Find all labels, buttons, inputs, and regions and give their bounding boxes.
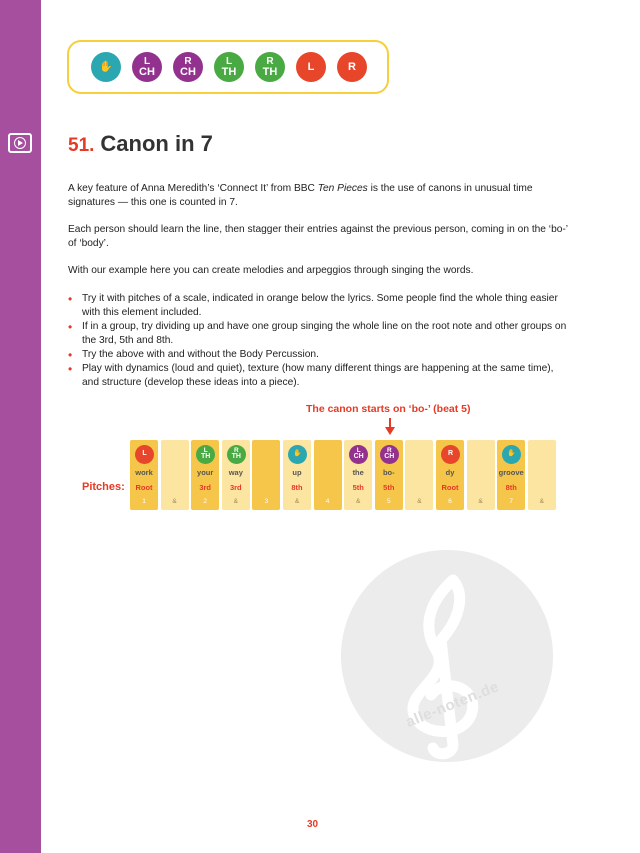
list-item: • If in a group, try dividing up and have one group singing the whole line on the root note and other groups on the 3rd, 5th and 8th. — [68, 320, 568, 348]
pitch-name: 5th — [352, 483, 364, 492]
beat-cell — [130, 440, 158, 510]
beat-count: & — [172, 498, 177, 505]
lyric-word: groove — [498, 468, 524, 477]
beat-count: 3 — [264, 498, 269, 505]
and-cell — [344, 440, 372, 510]
body-percussion-icon — [380, 445, 399, 464]
icon-top-label: L — [203, 447, 208, 455]
body-percussion-icon — [227, 445, 246, 464]
intro-paragraph — [68, 182, 558, 210]
list-item: • Play with dynamics (loud and quiet), texture (how many different things are happening at the same time), and structure (develop these ideas into a piece). — [68, 362, 568, 390]
intro-text-a: A key feature of Anna Meredith’s ‘Connect It’ from BBC — [68, 183, 318, 194]
left-stamp-icon: L — [296, 52, 326, 82]
list-item: • Try it with pitches of a scale, indicated in orange below the lyrics. Some people find the whole thing easier with this element included. — [68, 292, 568, 320]
pitch-name: Root — [441, 483, 459, 492]
sidebar-strip — [0, 0, 41, 853]
pitch-name: 8th — [291, 483, 303, 492]
and-cell — [222, 440, 250, 510]
lyric-word: your — [197, 468, 214, 477]
example-paragraph: With our example here you can create melodies and arpeggios through singing the words. — [68, 265, 474, 276]
beat-count: 7 — [509, 498, 513, 505]
body-percussion-icon — [502, 445, 521, 464]
beat-count: & — [233, 498, 238, 505]
beat-count: & — [417, 498, 422, 505]
beat-count: 2 — [203, 498, 207, 505]
and-cell — [283, 440, 311, 510]
treble-clef-watermark — [341, 550, 553, 762]
beat-count: 1 — [142, 498, 146, 505]
icon-bottom-label: R — [447, 450, 454, 458]
and-cell — [405, 440, 433, 510]
icon-bottom-label: ✋ — [293, 450, 302, 458]
beat-cell — [314, 440, 342, 510]
icon-top-label: R — [386, 447, 392, 455]
watermark-text: alle-noten.de — [403, 678, 502, 731]
body-percussion-icon — [441, 445, 460, 464]
and-cell — [467, 440, 495, 510]
right-thigh-icon: R TH — [255, 52, 285, 82]
icon-top-label: R — [233, 447, 239, 455]
page-title — [68, 131, 213, 157]
beat-count: & — [478, 498, 483, 505]
pitch-name: 8th — [505, 483, 517, 492]
exercise-title: Canon in 7 — [100, 131, 213, 156]
beat-count: & — [294, 498, 300, 505]
canon-start-note: The canon starts on ‘bo-’ (beat 5) — [306, 403, 471, 415]
exercise-number: 51. — [68, 135, 95, 156]
lyric-word: up — [292, 468, 302, 477]
pitches-label: Pitches: — [82, 481, 125, 493]
body-percussion-icon — [135, 445, 154, 464]
left-chest-icon: L CH — [132, 52, 162, 82]
beat-count: & — [356, 498, 361, 505]
lyric-word: the — [352, 468, 364, 477]
icon-bottom-label: ✋ — [507, 450, 517, 458]
tips-list — [68, 292, 568, 390]
pitch-name: 3rd — [199, 483, 212, 492]
beat-cell — [252, 440, 280, 510]
body-percussion-icon — [349, 445, 368, 464]
intro-text-b: is the use of canons in unusual time signatures — this one is counted in 7. — [68, 183, 533, 208]
lyric-word: way — [228, 468, 243, 477]
left-thigh-icon: L TH — [214, 52, 244, 82]
beat-count: 6 — [448, 498, 452, 505]
icon-top-label: L — [356, 447, 361, 455]
icon-bottom-label: CH — [384, 453, 395, 461]
arrow-head — [385, 427, 395, 435]
instructions-paragraph: Each person should learn the line, then stagger their entries against the previous person, coming in on the ‘bo-’ of ‘body’. — [68, 224, 568, 249]
body-percussion-icon — [196, 445, 215, 464]
pitch-name: Root — [135, 483, 153, 492]
pitch-name: 3rd — [229, 483, 242, 492]
play-video-icon[interactable] — [8, 133, 32, 153]
list-item: • Try the above with and without the Body Percussion. — [68, 348, 568, 362]
right-chest-icon: R CH — [173, 52, 203, 82]
beat-cell — [436, 440, 464, 510]
body-percussion-legend — [67, 40, 389, 94]
beat-cell — [497, 440, 525, 510]
icon-bottom-label: CH — [353, 453, 364, 461]
icon-bottom-label: TH — [231, 453, 241, 461]
and-cell — [161, 440, 189, 510]
treble-clef-icon — [341, 550, 553, 762]
lyric-word: bo- — [382, 468, 395, 477]
body-percussion-icon — [288, 445, 307, 464]
intro-text-em: Ten Pieces — [317, 183, 368, 194]
lyric-word: dy — [445, 468, 455, 477]
right-stamp-icon: R — [337, 52, 367, 82]
play-triangle — [18, 140, 23, 146]
pitch-name: 5th — [383, 483, 395, 492]
beat-count: & — [539, 498, 544, 505]
icon-bottom-label: L — [142, 450, 147, 458]
beat-count: 5 — [386, 498, 391, 505]
page-number: 30 — [307, 819, 319, 830]
play-circle — [14, 137, 26, 149]
icon-bottom-label: TH — [201, 453, 211, 461]
arrow-down-icon — [385, 418, 395, 436]
beat-cell — [191, 440, 219, 510]
beat-count: 4 — [325, 498, 330, 505]
clap-icon: ✋ — [91, 52, 121, 82]
lyric-word: work — [135, 468, 153, 477]
beat-cell — [375, 440, 403, 510]
and-cell — [528, 440, 556, 510]
